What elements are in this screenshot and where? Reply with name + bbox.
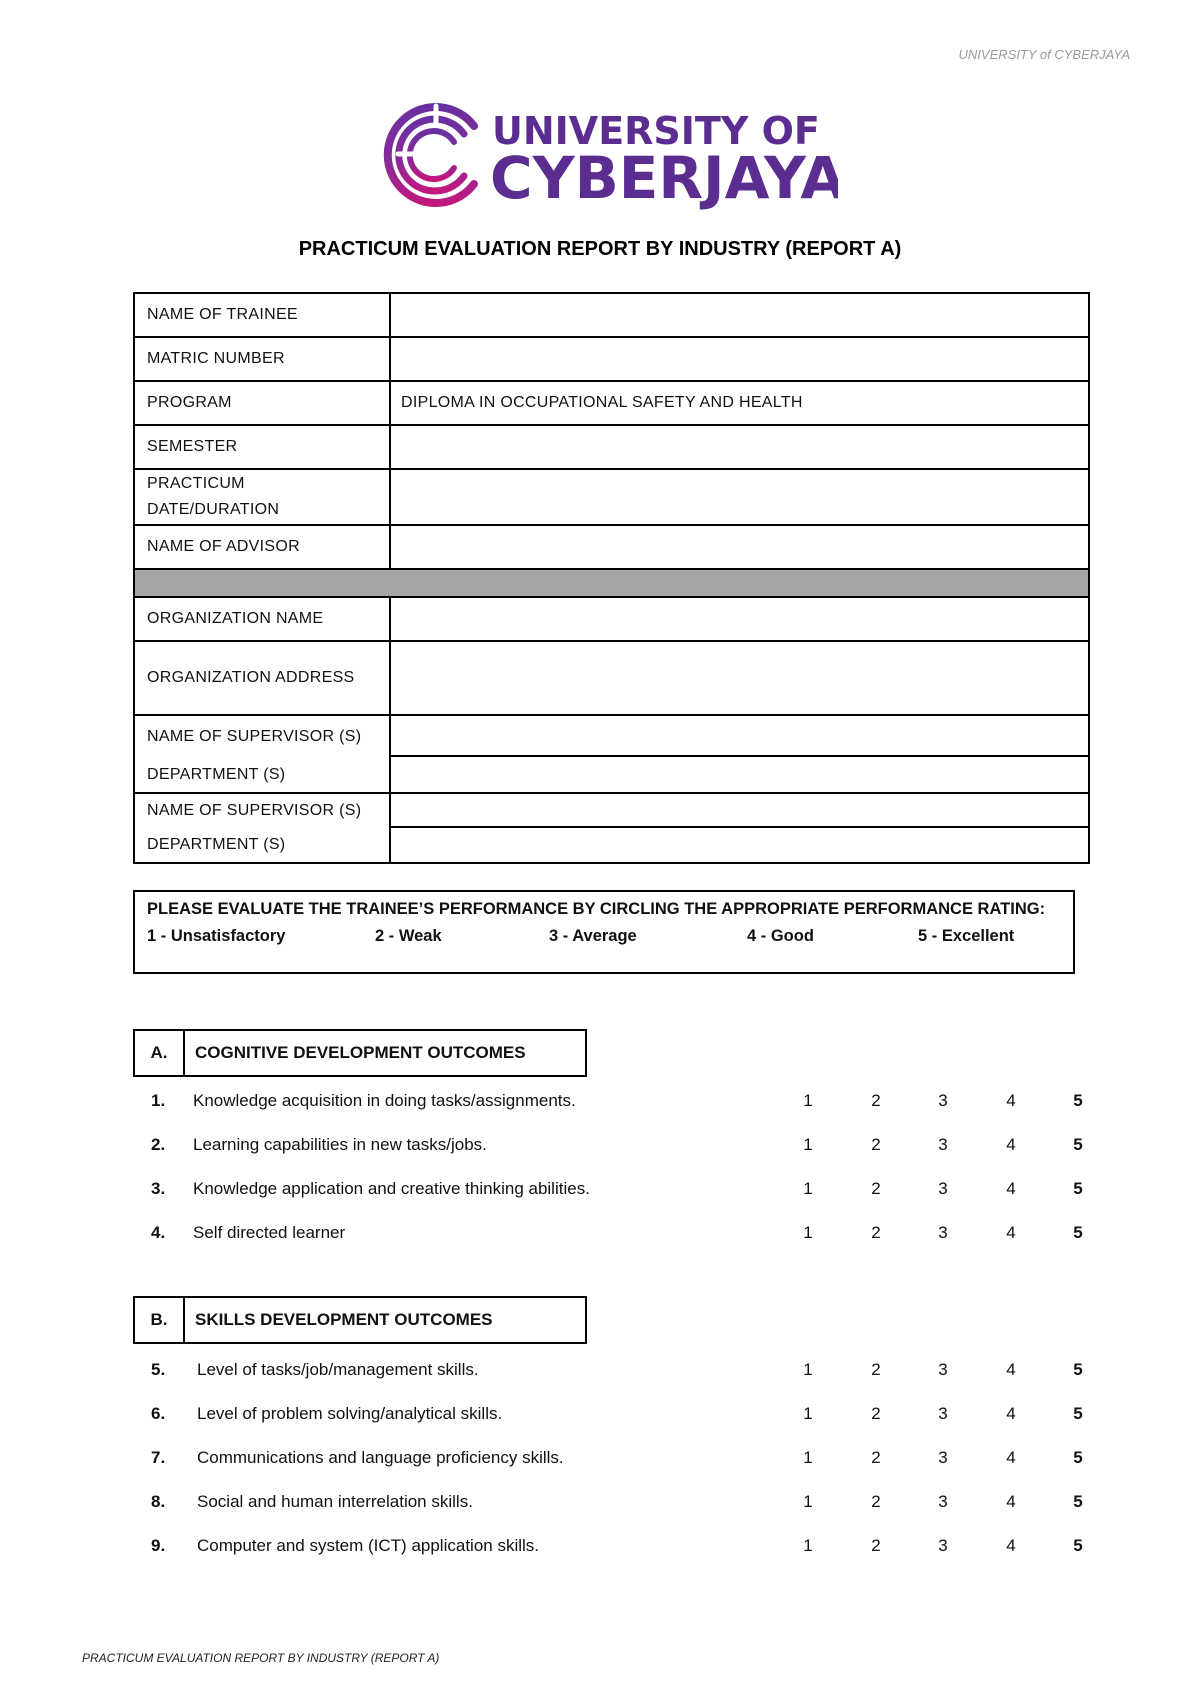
org-address-label: ORGANIZATION ADDRESS: [135, 642, 391, 714]
running-footer: PRACTICUM EVALUATION REPORT BY INDUSTRY (REPORT A): [82, 1651, 440, 1665]
question-row: [133, 1444, 1095, 1474]
score-option-4[interactable]: 4: [1006, 1223, 1016, 1242]
trainee-field[interactable]: [391, 294, 1090, 336]
question-row: [133, 1488, 1095, 1518]
section-a-title: COGNITIVE DEVELOPMENT OUTCOMES: [195, 1043, 526, 1062]
row-semester: [135, 426, 1090, 470]
score-option-2[interactable]: 2: [871, 1223, 881, 1242]
question-row: [133, 1087, 1095, 1117]
duration-label: [135, 470, 391, 524]
score-option-1[interactable]: 1: [803, 1536, 813, 1555]
score-option-1[interactable]: 1: [803, 1223, 813, 1242]
org-address-field[interactable]: [391, 642, 1090, 714]
running-header: UNIVERSITY of CYBERJAYA: [958, 47, 1130, 62]
trainee-info-table: [133, 292, 1090, 864]
score-option-1[interactable]: 1: [803, 1179, 813, 1198]
question-number: 7.: [151, 1448, 166, 1467]
rating-instruction-text: PLEASE EVALUATE THE TRAINEE’S PERFORMANCE BY CIRCLING THE APPROPRIATE PERFORMANCE RATING:: [147, 900, 1046, 918]
department-2-field[interactable]: [391, 828, 1090, 862]
question-number: 8.: [151, 1492, 166, 1511]
row-trainee: [135, 294, 1090, 338]
question-number: 6.: [151, 1404, 166, 1423]
supervisor-1-values: [391, 716, 1090, 792]
score-option-5[interactable]: 5: [1073, 1536, 1083, 1555]
question-row: [133, 1219, 1095, 1249]
score-option-2[interactable]: 2: [871, 1536, 881, 1555]
scale-3: 3 - Average: [549, 927, 637, 945]
score-option-3[interactable]: 3: [938, 1360, 948, 1379]
supervisor-1-labels: [135, 716, 391, 792]
advisor-field[interactable]: [391, 526, 1090, 568]
grey-separator: [135, 570, 1090, 596]
score-option-4[interactable]: 4: [1006, 1492, 1016, 1511]
score-option-5[interactable]: 5: [1073, 1448, 1083, 1467]
score-option-1[interactable]: 1: [803, 1091, 813, 1110]
score-option-3[interactable]: 3: [938, 1536, 948, 1555]
scale-2: 2 - Weak: [375, 927, 442, 945]
question-number: 1.: [151, 1091, 166, 1110]
section-b-letter: B.: [135, 1298, 185, 1342]
question-row: [133, 1356, 1095, 1386]
section-a-header: [133, 1029, 587, 1077]
row-org-address: [135, 642, 1090, 716]
scale-5: 5 - Excellent: [918, 927, 1015, 945]
supervisor-2-label: NAME OF SUPERVISOR (S): [147, 802, 362, 819]
score-option-5[interactable]: 5: [1073, 1404, 1083, 1423]
score-option-4[interactable]: 4: [1006, 1179, 1016, 1198]
supervisor-1-field[interactable]: [391, 716, 1090, 757]
score-option-2[interactable]: 2: [871, 1448, 881, 1467]
program-field[interactable]: DIPLOMA IN OCCUPATIONAL SAFETY AND HEALTH: [391, 382, 1090, 424]
separator-row: [135, 570, 1090, 598]
section-b-header: [133, 1296, 587, 1344]
score-option-1[interactable]: 1: [803, 1360, 813, 1379]
score-option-2[interactable]: 2: [871, 1492, 881, 1511]
org-name-field[interactable]: [391, 598, 1090, 640]
score-option-3[interactable]: 3: [938, 1448, 948, 1467]
duration-label-line1: PRACTICUM: [147, 475, 245, 492]
score-option-5[interactable]: 5: [1073, 1223, 1083, 1242]
department-1-field[interactable]: [391, 757, 1090, 792]
logo-line1: UNIVERSITY OF: [492, 109, 820, 153]
question-text: Learning capabilities in new tasks/jobs.: [193, 1135, 487, 1154]
score-option-3[interactable]: 3: [938, 1404, 948, 1423]
question-number: 3.: [151, 1179, 166, 1198]
question-number: 4.: [151, 1223, 166, 1242]
question-number: 2.: [151, 1135, 166, 1154]
row-matric: [135, 338, 1090, 382]
score-option-3[interactable]: 3: [938, 1223, 948, 1242]
score-option-2[interactable]: 2: [871, 1179, 881, 1198]
score-option-2[interactable]: 2: [871, 1360, 881, 1379]
score-option-1[interactable]: 1: [803, 1492, 813, 1511]
question-text: Self directed learner: [193, 1223, 346, 1242]
score-option-2[interactable]: 2: [871, 1091, 881, 1110]
question-text: Level of problem solving/analytical skills.: [197, 1404, 503, 1423]
rating-instructions: [133, 890, 1075, 974]
score-option-5[interactable]: 5: [1073, 1135, 1083, 1154]
logo-line2: CYBERJAYA: [490, 144, 838, 212]
score-option-4[interactable]: 4: [1006, 1536, 1016, 1555]
semester-field[interactable]: [391, 426, 1090, 468]
score-option-1[interactable]: 1: [803, 1448, 813, 1467]
scale-1: 1 - Unsatisfactory: [147, 927, 286, 945]
question-row: [133, 1131, 1095, 1161]
question-text: Knowledge acquisition in doing tasks/assignments.: [193, 1091, 576, 1110]
question-row: [133, 1400, 1095, 1430]
score-option-3[interactable]: 3: [938, 1492, 948, 1511]
trainee-label: NAME OF TRAINEE: [135, 294, 391, 336]
scale-4: 4 - Good: [747, 927, 814, 945]
score-option-4[interactable]: 4: [1006, 1360, 1016, 1379]
university-logo: [378, 96, 838, 214]
section-a-letter: A.: [135, 1031, 185, 1075]
question-row: [133, 1175, 1095, 1205]
supervisor-2-values: [391, 794, 1090, 862]
question-row: [133, 1532, 1095, 1562]
question-number: 9.: [151, 1536, 166, 1555]
score-option-3[interactable]: 3: [938, 1091, 948, 1110]
section-b-title: SKILLS DEVELOPMENT OUTCOMES: [195, 1310, 493, 1329]
matric-field[interactable]: [391, 338, 1090, 380]
matric-label: MATRIC NUMBER: [135, 338, 391, 380]
semester-label: SEMESTER: [135, 426, 391, 468]
score-option-1[interactable]: 1: [803, 1135, 813, 1154]
question-text: Computer and system (ICT) application skills.: [197, 1536, 540, 1555]
score-option-5[interactable]: 5: [1073, 1492, 1083, 1511]
rating-scale: [147, 923, 1061, 950]
row-supervisor-2: [135, 794, 1090, 864]
score-option-4[interactable]: 4: [1006, 1091, 1016, 1110]
page-title: PRACTICUM EVALUATION REPORT BY INDUSTRY (REPORT A): [298, 238, 902, 260]
row-duration: [135, 470, 1090, 526]
supervisor-2-labels: [135, 794, 391, 862]
program-label: PROGRAM: [135, 382, 391, 424]
row-advisor: [135, 526, 1090, 570]
score-option-4[interactable]: 4: [1006, 1135, 1016, 1154]
advisor-label: NAME OF ADVISOR: [135, 526, 391, 568]
score-option-4[interactable]: 4: [1006, 1404, 1016, 1423]
duration-label-line2: DATE/DURATION: [147, 501, 280, 518]
score-option-5[interactable]: 5: [1073, 1360, 1083, 1379]
row-org-name: [135, 598, 1090, 642]
question-text: Knowledge application and creative thinking abilities.: [193, 1179, 590, 1198]
score-option-1[interactable]: 1: [803, 1404, 813, 1423]
department-1-label: DEPARTMENT (S): [147, 765, 286, 783]
org-name-label: ORGANIZATION NAME: [135, 598, 391, 640]
score-option-2[interactable]: 2: [871, 1135, 881, 1154]
department-2-label: DEPARTMENT (S): [147, 836, 286, 853]
score-option-2[interactable]: 2: [871, 1404, 881, 1423]
question-number: 5.: [151, 1360, 166, 1379]
logo-c-mark-icon: [388, 106, 474, 203]
score-option-5[interactable]: 5: [1073, 1091, 1083, 1110]
question-text: Communications and language proficiency skills.: [197, 1448, 564, 1467]
score-option-3[interactable]: 3: [938, 1135, 948, 1154]
question-text: Level of tasks/job/management skills.: [197, 1360, 479, 1379]
question-text: Social and human interrelation skills.: [197, 1492, 473, 1511]
row-supervisor-1: [135, 716, 1090, 794]
duration-field[interactable]: [391, 470, 1090, 524]
supervisor-2-field[interactable]: [391, 794, 1090, 828]
score-option-3[interactable]: 3: [938, 1179, 948, 1198]
score-option-4[interactable]: 4: [1006, 1448, 1016, 1467]
score-option-5[interactable]: 5: [1073, 1179, 1083, 1198]
row-program: [135, 382, 1090, 426]
supervisor-1-label: NAME OF SUPERVISOR (S): [147, 727, 362, 745]
